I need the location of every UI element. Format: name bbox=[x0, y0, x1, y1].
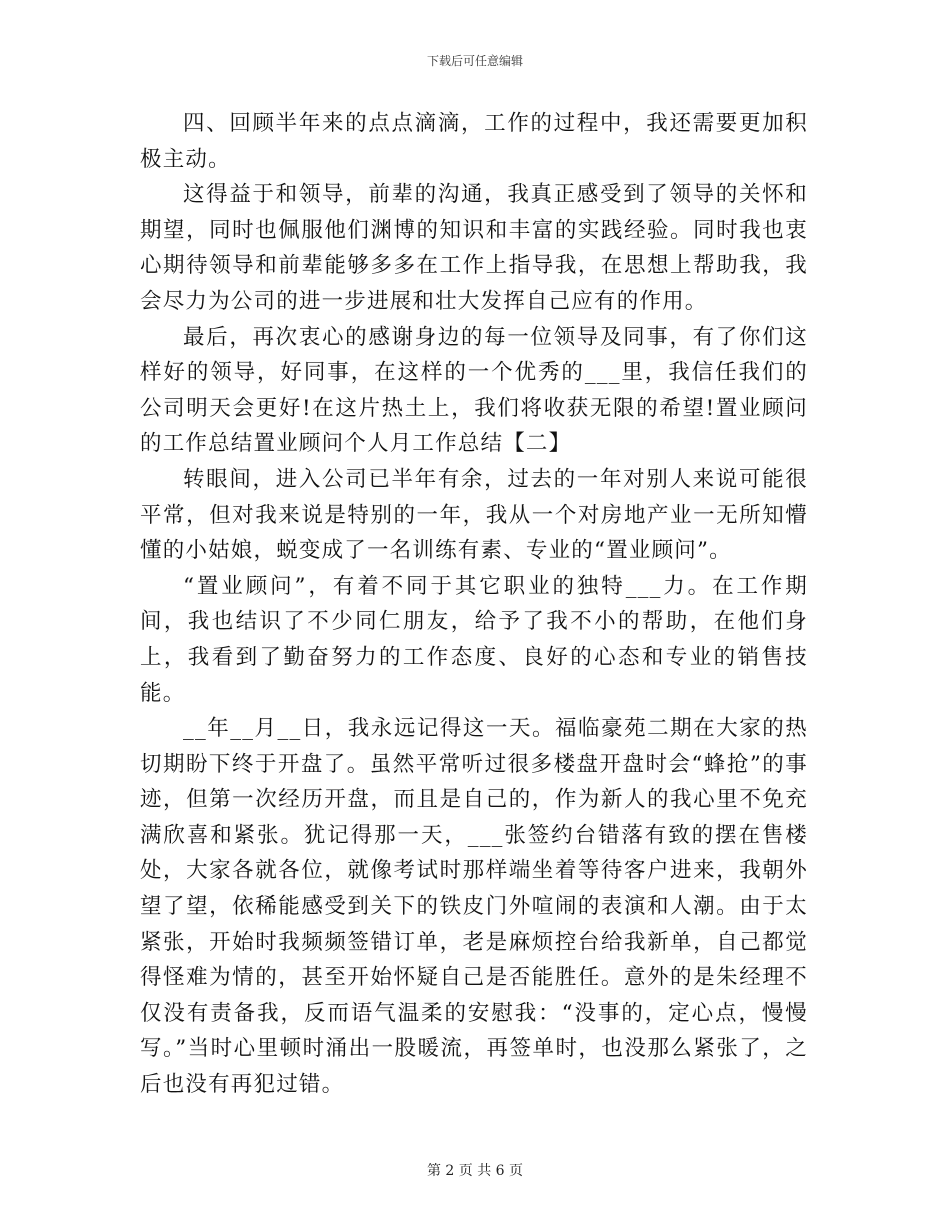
paragraph-review: 四、回顾半年来的点点滴滴，工作的过程中，我还需要更加积极主动。 bbox=[140, 111, 808, 172]
page-header-note: 下载后可任意编辑 bbox=[426, 54, 523, 68]
paragraph-opening-day: __年__月__日，我永远记得这一天。福临豪苑二期在大家的热切期盼下终于开盘了。虽然平常听过很多楼盘开盘时会“蜂抢”的事迹，但第一次经历开盘，而且是自己的，作为新人的我心里不免充满欣喜和紧张。犹记得那一天，___张签约台错落有致的摆在售楼处，大家各就各位，就像考试时那样端坐着等待客户进来，我朝外望了望，依稀能感受到关下的铁皮门外喧闹的表演和人潮。由于太紧张，开始时我频频签错订单，老是麻烦控台给我新单，自己都觉得怪难为情的，甚至开始怀疑自己是否能胜任。意外的是朱经理不仅没有责备我，反而语气温柔的安慰我：“没事的，定心点，慢慢写。”当时心里顿时涌出一股暖流，再签单时，也没那么紧张了，之后也没有再犯过错。 bbox=[140, 716, 808, 1098]
paragraph-thanks-colleagues: 最后，再次衷心的感谢身边的每一位领导及同事，有了你们这样好的领导，好同事，在这样的一个优秀的___里，我信任我们的公司明天会更好!在这片热土上，我们将收获无限的希望!置业顾问的工作总结置业顾问个人月工作总结【二】 bbox=[140, 324, 808, 457]
paragraph-half-year: 转眼间，进入公司已半年有余，过去的一年对别人来说可能很平常，但对我来说是特别的一年，我从一个对房地产业一无所知懵懂的小姑娘，蜕变成了一名训练有素、专业的“置业顾问”。 bbox=[140, 466, 808, 564]
paragraph-gratitude-leaders: 这得益于和领导，前辈的沟通，我真正感受到了领导的关怀和期望，同时也佩服他们渊博的知识和丰富的实践经验。同时我也衷心期待领导和前辈能够多多在工作上指导我，在思想上帮助我，我会尽力为公司的进一步进展和壮大发挥自己应有的作用。 bbox=[140, 182, 808, 314]
paragraph-consultant-role: “置业顾问”，有着不同于其它职业的独特___力。在工作期间，我也结识了不少同仁朋友，给予了我不小的帮助，在他们身上，我看到了勤奋努力的工作态度、良好的心态和专业的销售技能。 bbox=[140, 573, 808, 706]
page-number: 第 2 页 共 6 页 bbox=[426, 1163, 524, 1179]
document-body bbox=[140, 106, 808, 1103]
